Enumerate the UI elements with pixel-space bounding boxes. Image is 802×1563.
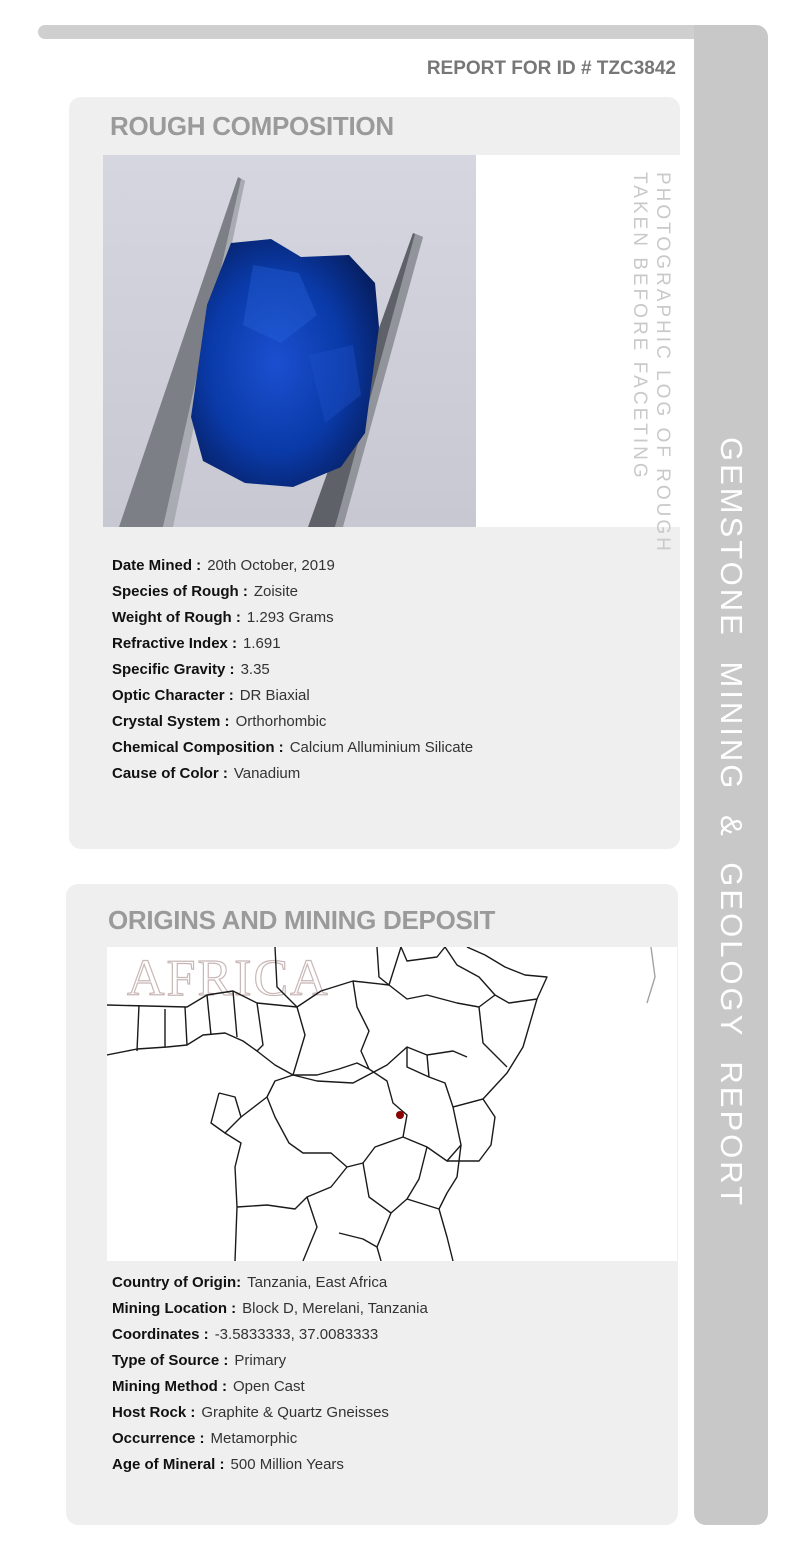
- property-row: [112, 1374, 428, 1400]
- africa-map: [107, 947, 677, 1261]
- property-row: [112, 1400, 428, 1426]
- origins-properties-list: [112, 1270, 428, 1478]
- origins-title: ORIGINS AND MINING DEPOSIT: [108, 905, 496, 935]
- property-value: Graphite & Quartz Gneisses: [201, 1404, 389, 1421]
- property-value: Open Cast: [232, 1378, 305, 1395]
- property-row: [112, 1270, 428, 1296]
- property-label: Chemical Composition :: [112, 739, 284, 756]
- property-value: 1.293 Grams: [246, 609, 334, 626]
- photo-caption-line1: PHOTOGRAPHIC LOG OF ROUGH: [652, 172, 673, 554]
- property-value: DR Biaxial: [239, 687, 310, 704]
- rough-properties-list: [112, 553, 473, 787]
- property-label: Age of Mineral :: [112, 1456, 225, 1473]
- property-row: [112, 735, 473, 761]
- property-value: Metamorphic: [210, 1430, 298, 1447]
- property-label: Species of Rough :: [112, 583, 248, 600]
- side-title-bar: [694, 25, 768, 1525]
- property-label: Country of Origin:: [112, 1274, 242, 1291]
- property-row: [112, 553, 473, 579]
- property-row: [112, 1348, 428, 1374]
- photo-caption-line2: TAKEN BEFORE FACETING: [629, 172, 650, 481]
- property-label: Crystal System :: [112, 713, 230, 730]
- property-value: Vanadium: [233, 765, 301, 782]
- property-label: Specific Gravity :: [112, 661, 235, 678]
- property-label: Refractive Index :: [112, 635, 238, 652]
- property-value: Tanzania, East Africa: [247, 1274, 388, 1291]
- property-value: -3.5833333, 37.0083333: [214, 1326, 379, 1343]
- top-rail: [38, 25, 738, 39]
- africa-map-image: [107, 947, 677, 1261]
- rough-gem-photo: [103, 155, 476, 527]
- gem-in-tweezers-image: [103, 155, 476, 527]
- property-row: [112, 631, 473, 657]
- property-row: [112, 761, 473, 787]
- property-value: 3.35: [240, 661, 270, 678]
- property-row: [112, 1426, 428, 1452]
- report-id: REPORT FOR ID # TZC3842: [426, 58, 676, 79]
- property-value: Primary: [234, 1352, 287, 1369]
- property-row: [112, 579, 473, 605]
- property-row: [112, 709, 473, 735]
- property-row: [112, 1296, 428, 1322]
- property-label: Date Mined :: [112, 557, 202, 574]
- property-label: Mining Location :: [112, 1300, 237, 1317]
- side-title: GEMSTONE MINING & GEOLOGY REPORT: [714, 437, 749, 1209]
- photo-caption: [628, 172, 674, 554]
- property-label: Type of Source :: [112, 1352, 229, 1369]
- property-label: Cause of Color :: [112, 765, 228, 782]
- property-label: Coordinates :: [112, 1326, 209, 1343]
- property-value: Orthorhombic: [235, 713, 327, 730]
- property-label: Occurrence :: [112, 1430, 205, 1447]
- property-value: Block D, Merelani, Tanzania: [242, 1300, 428, 1317]
- property-value: Calcium Alluminium Silicate: [289, 739, 474, 756]
- property-label: Weight of Rough :: [112, 609, 241, 626]
- property-row: [112, 605, 473, 631]
- property-row: [112, 683, 473, 709]
- property-value: 1.691: [243, 635, 281, 652]
- property-label: Mining Method :: [112, 1378, 227, 1395]
- map-label: AFRICA: [127, 950, 330, 1007]
- property-value: 500 Million Years: [230, 1456, 344, 1473]
- mine-location-marker: [396, 1111, 404, 1119]
- property-value: Zoisite: [253, 583, 299, 600]
- rough-composition-title: ROUGH COMPOSITION: [110, 111, 394, 141]
- property-label: Host Rock :: [112, 1404, 196, 1421]
- property-value: 20th October, 2019: [207, 557, 335, 574]
- property-row: [112, 657, 473, 683]
- property-row: [112, 1322, 428, 1348]
- property-row: [112, 1452, 428, 1478]
- property-label: Optic Character :: [112, 687, 234, 704]
